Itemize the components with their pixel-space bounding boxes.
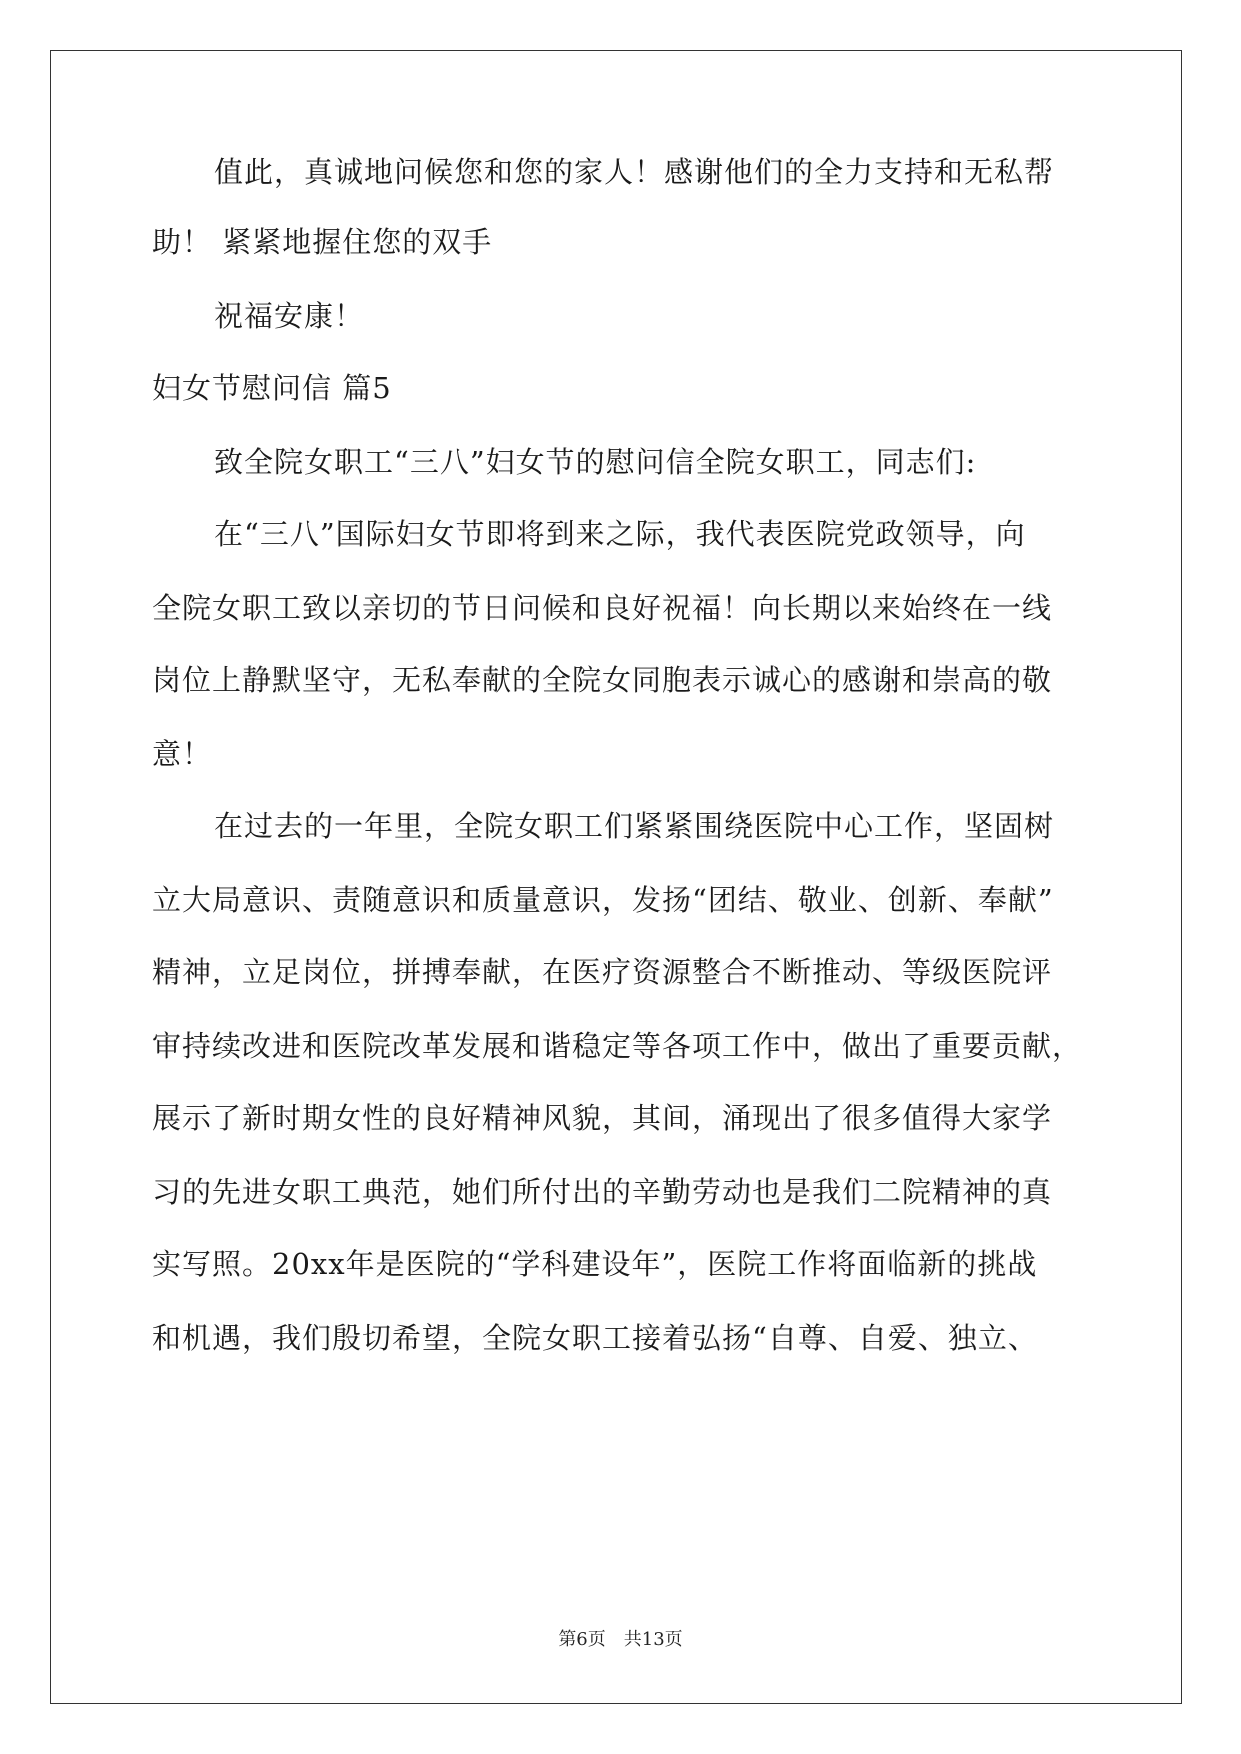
body-line: 全院女职工致以亲切的节日问候和良好祝福！向长期以来始终在一线	[152, 591, 1053, 625]
body-line: 祝福安康！	[214, 299, 365, 333]
body-line: 展示了新时期女性的良好精神风貌，其间，涌现出了很多值得大家学	[152, 1101, 1053, 1135]
page-total: 共13页	[623, 1629, 683, 1650]
body-line: 在“三八”国际妇女节即将到来之际，我代表医院党政领导，向	[214, 517, 1026, 551]
body-line: 在过去的一年里，全院女职工们紧紧围绕医院中心工作，坚固树	[214, 809, 1055, 843]
body-line: 立大局意识、责随意识和质量意识，发扬“团结、敬业、创新、奉献”	[152, 883, 1054, 917]
section-heading: 妇女节慰问信 篇5	[152, 371, 392, 405]
page-number: 第6页	[558, 1629, 606, 1650]
body-line: 值此，真诚地问候您和您的家人！感谢他们的全力支持和无私帮	[214, 155, 1055, 189]
body-line: 精神，立足岗位，拼搏奉献，在医疗资源整合不断推动、等级医院评	[152, 955, 1053, 989]
body-line: 和机遇，我们殷切希望，全院女职工接着弘扬“自尊、自爱、独立、	[152, 1321, 1038, 1355]
body-line: 审持续改进和医院改革发展和谐稳定等各项工作中，做出了重要贡献，	[152, 1029, 1083, 1063]
salutation-line: 致全院女职工“三八”妇女节的慰问信全院女职工，同志们:	[214, 445, 977, 479]
page-footer	[0, 1628, 1241, 1652]
body-line: 岗位上静默坚守，无私奉献的全院女同胞表示诚心的感谢和崇高的敬	[152, 663, 1053, 697]
body-line: 习的先进女职工典范，她们所付出的辛勤劳动也是我们二院精神的真	[152, 1175, 1053, 1209]
body-line: 助！ 紧紧地握住您的双手	[152, 225, 493, 259]
body-line: 意！	[152, 737, 213, 771]
body-line: 实写照。20xx年是医院的“学科建设年”，医院工作将面临新的挑战	[152, 1247, 1038, 1281]
